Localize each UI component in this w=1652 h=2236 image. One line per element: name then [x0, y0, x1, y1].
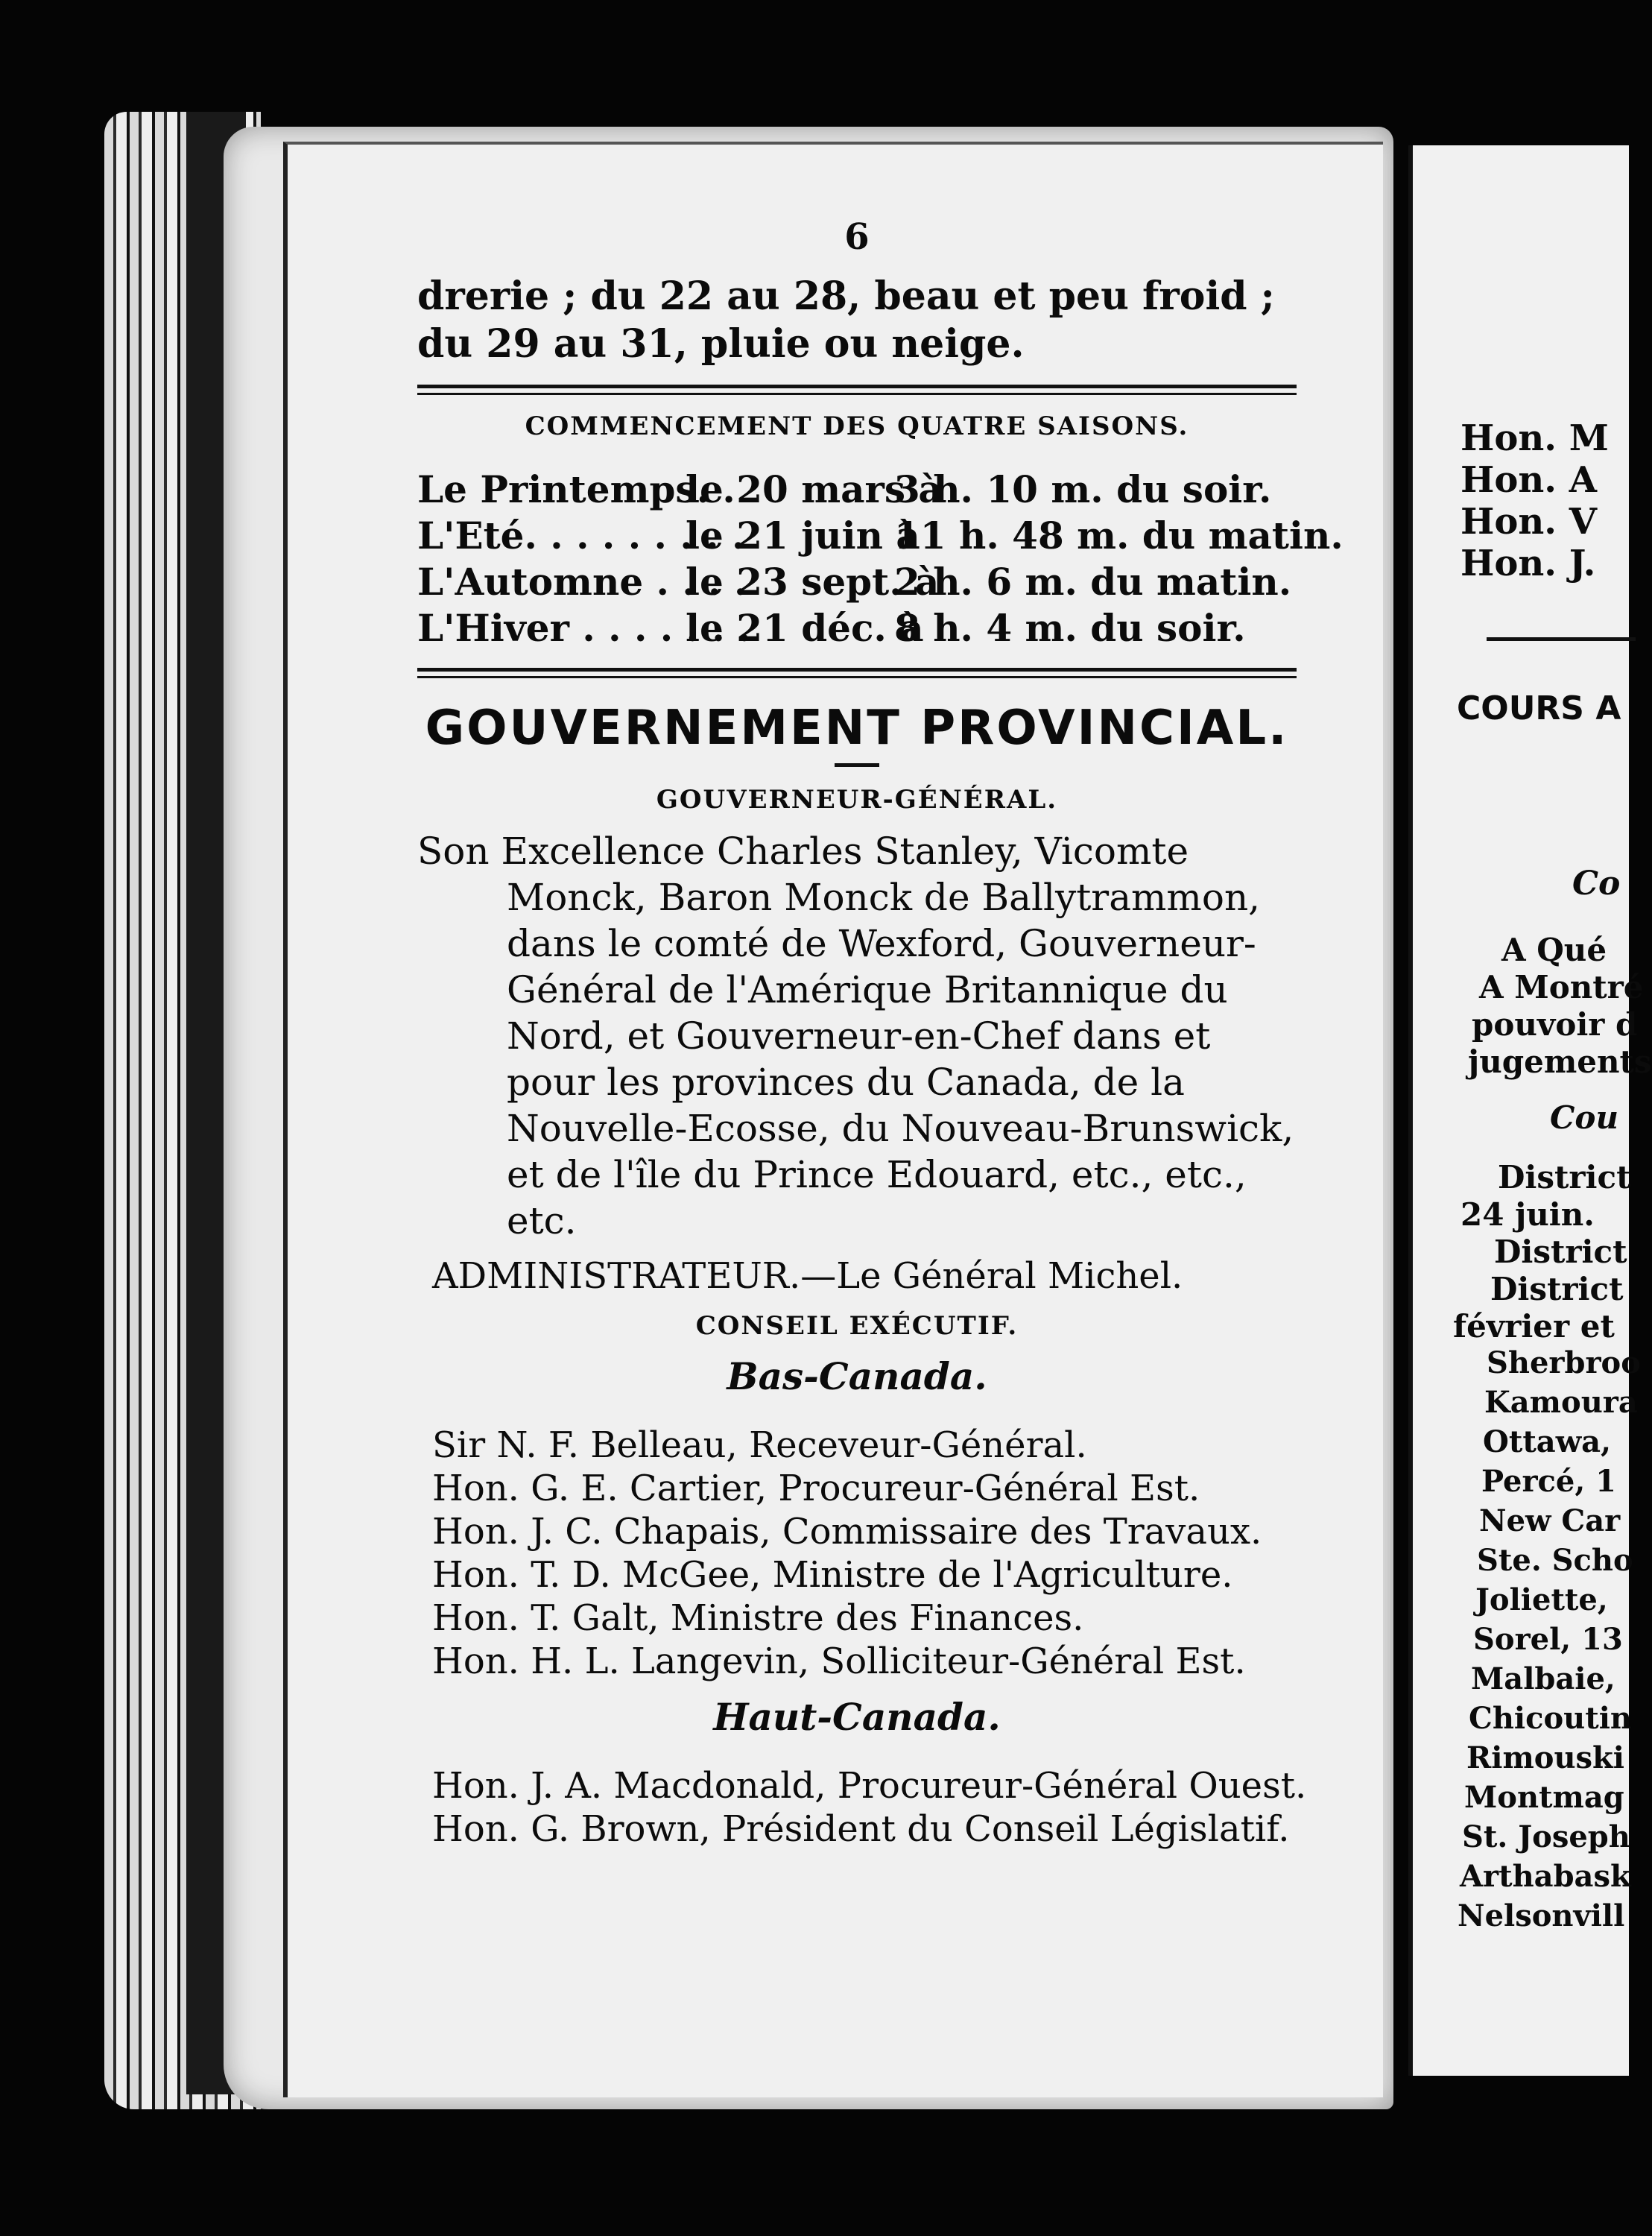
right-page-hon-lines [1460, 417, 1609, 584]
right-fragment: Rimouski [1466, 1740, 1624, 1775]
right-fragment: Co [1572, 865, 1621, 903]
right-fragment: 24 juin. [1460, 1196, 1595, 1233]
right-fragment: Cou [1550, 1099, 1618, 1136]
right-fragment: St. Joseph [1462, 1819, 1630, 1854]
council-member: Hon. J. A. Macdonald, Procureur-Général Ouest. [432, 1765, 1307, 1807]
season-label: L'Automne . . . . [417, 560, 747, 604]
season-date: le 23 sept. à [686, 560, 940, 604]
governor-general-text: Son Excellence Charles Stanley, Vicomte Monck, Baron Monck de Ballytrammon, dans le comté de Wexford, Gouverneur-Général de l'Amérique Britannique du Nord, et Gouverneur-en-Chef dans et pour les provinces du Canada, de la Nouvelle-Ecosse, du Nouveau-Brunswick, et de l'île du Prince Edouard, etc., etc., etc. [417, 830, 1294, 1242]
council-member: Hon. T. D. McGee, Ministre de l'Agriculture. [432, 1554, 1233, 1596]
right-cours-heading: COURS A [1457, 689, 1621, 727]
right-fragment: Malbaie, [1471, 1661, 1615, 1696]
season-row [417, 559, 1297, 605]
right-fragment: A Qué [1501, 932, 1607, 968]
season-label: L'Eté. . . . . . . . . [417, 514, 745, 558]
season-row [417, 467, 1297, 513]
executive-council-heading: CONSEIL EXÉCUTIF. [695, 1311, 1019, 1341]
season-date: le 21 déc. à [686, 606, 924, 650]
administrator-line: ADMINISTRATEUR.—Le Général Michel. [432, 1255, 1183, 1297]
season-date: le 20 mars à [686, 467, 943, 511]
seasons-table [417, 467, 1344, 651]
haut-canada-heading: Haut-Canada. [713, 1695, 1001, 1739]
right-hon-line: Hon. M [1460, 417, 1609, 459]
right-fragment: Nelsonvill [1458, 1898, 1625, 1933]
left-page-content [417, 216, 1344, 1851]
council-member: Hon. G. Brown, Président du Conseil Législatif. [432, 1808, 1290, 1850]
council-member: Hon. J. C. Chapais, Commissaire des Travaux. [432, 1511, 1262, 1553]
season-time: 11 h. 48 m. du matin. [894, 514, 1344, 558]
right-fragment: Arthabask [1460, 1859, 1631, 1894]
right-fragment: Sherbroo [1487, 1345, 1641, 1380]
season-date: le 21 juin à [686, 514, 920, 558]
season-time: 3 h. 10 m. du soir. [894, 467, 1272, 511]
right-hon-line: Hon. V [1460, 501, 1597, 543]
right-fragment: New Car [1479, 1503, 1621, 1538]
right-rule [1487, 637, 1636, 641]
council-member: Hon. G. E. Cartier, Procureur-Général Est. [432, 1468, 1200, 1509]
right-fragment: pouvoir d [1472, 1006, 1638, 1043]
season-label: L'Hiver . . . . . . . [417, 606, 751, 650]
season-time: 8 h. 4 m. du soir. [894, 606, 1246, 650]
right-fragment: District [1498, 1159, 1631, 1196]
opening-text: drerie ; du 22 au 28, beau et peu froid ; du 29 au 31, pluie ou neige. [417, 274, 1275, 367]
right-fragment: Sorel, 13 [1473, 1622, 1623, 1657]
page-number: 6 [844, 216, 870, 258]
double-rule [417, 385, 1297, 395]
governor-general-heading: GOUVERNEUR-GÉNÉRAL. [656, 785, 1058, 815]
double-rule [417, 668, 1297, 678]
right-fragment: février et [1453, 1308, 1615, 1345]
government-title: GOUVERNEMENT PROVINCIAL. [425, 701, 1289, 756]
right-fragment: jugements [1468, 1043, 1652, 1080]
right-fragment: Montmag [1464, 1780, 1624, 1815]
right-hon-line: Hon. A [1460, 459, 1597, 501]
right-fragment: Kamoura [1484, 1385, 1638, 1420]
council-member: Sir N. F. Belleau, Receveur-Général. [432, 1424, 1087, 1466]
right-fragment: Joliette, [1475, 1582, 1608, 1617]
council-member: Hon. T. Galt, Ministre des Finances. [432, 1597, 1084, 1639]
season-row [417, 513, 1344, 559]
right-fragment: District [1494, 1234, 1627, 1270]
short-dash [835, 763, 879, 767]
right-fragment: Chicoutin [1469, 1701, 1632, 1736]
season-label: Le Printemps. . [417, 467, 735, 511]
seasons-heading: COMMENCEMENT DES QUATRE SAISONS. [525, 411, 1189, 441]
right-fragment: Ottawa, [1483, 1424, 1611, 1459]
right-fragment: Ste. Scho [1477, 1543, 1633, 1578]
council-member: Hon. H. L. Langevin, Solliciteur-Général Est. [432, 1640, 1246, 1682]
season-time: 2 h. 6 m. du matin. [894, 560, 1292, 604]
bas-canada-heading: Bas-Canada. [727, 1354, 987, 1398]
right-fragment: A Montré [1479, 969, 1644, 1005]
right-fragment: District [1490, 1271, 1624, 1307]
right-hon-line: Hon. J. [1460, 543, 1596, 584]
right-fragment: Percé, 1 [1481, 1464, 1617, 1499]
season-row [417, 605, 1297, 651]
